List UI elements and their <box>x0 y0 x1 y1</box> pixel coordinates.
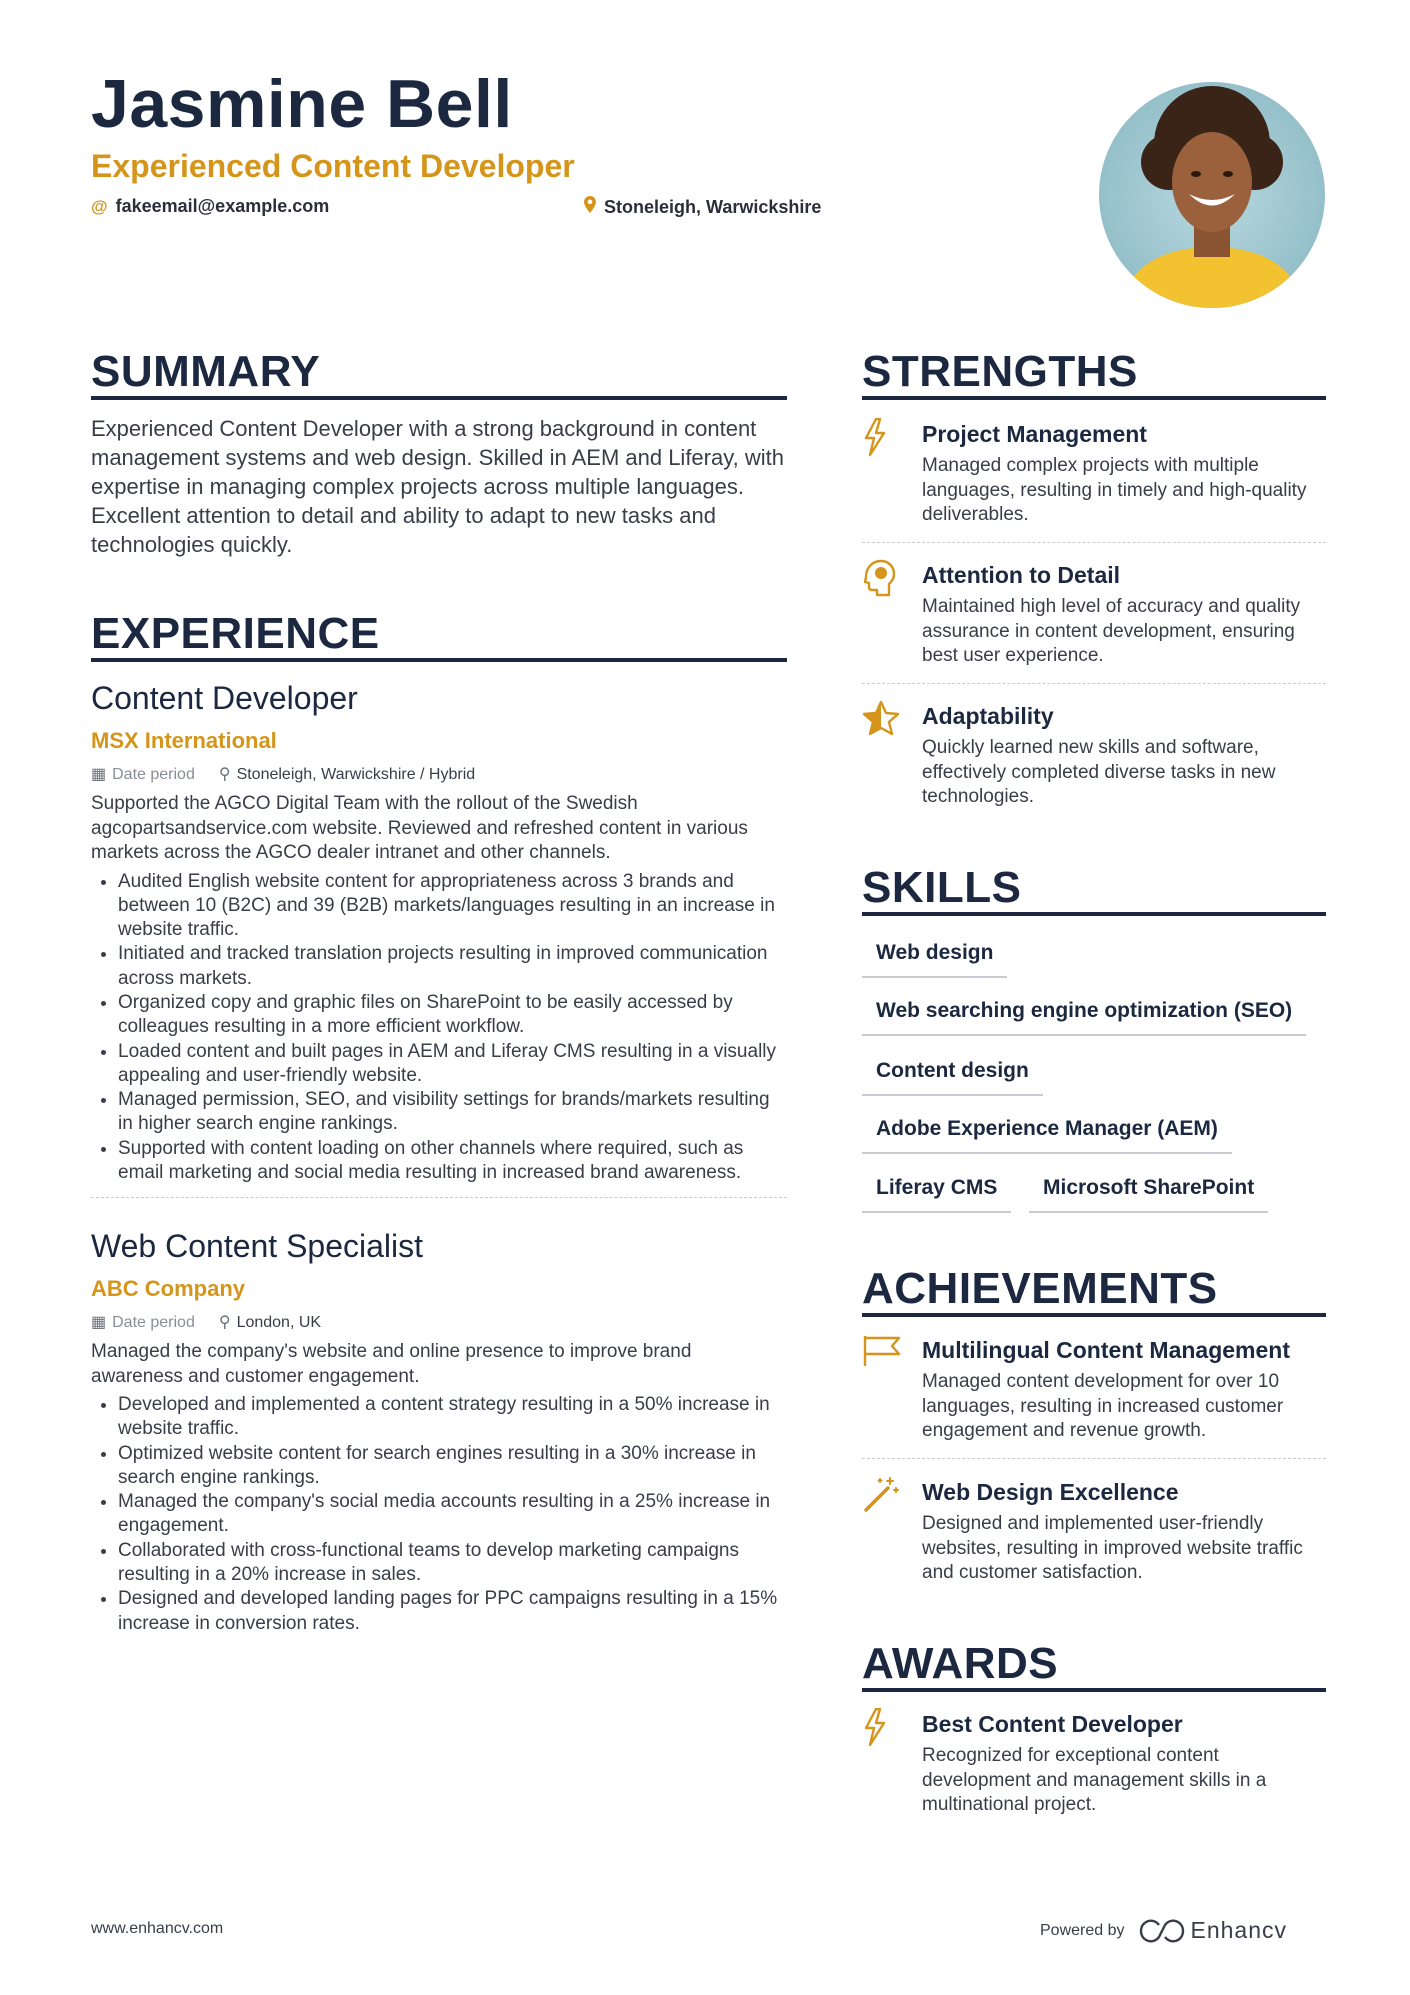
strength-item <box>862 561 1326 669</box>
strength-title: Adaptability <box>922 703 1054 729</box>
award-item <box>862 1710 1326 1818</box>
list-item: • Designed and developed landing pages for PPC campaigns resulting in a 15% increase in conversion rates. <box>118 1587 787 1636</box>
powered-by <box>1040 1917 1287 1944</box>
email-contact[interactable] <box>91 196 329 217</box>
strength-description: Quickly learned new skills and software, effectively completed diverse tasks in new technologies. <box>922 737 1276 807</box>
strengths-divider <box>862 396 1326 400</box>
skill-tag: Microsoft SharePoint <box>1029 1175 1268 1213</box>
skill-tag: Content design <box>862 1058 1043 1096</box>
achievements-heading: ACHIEVEMENTS <box>862 1264 1218 1313</box>
award-description: Recognized for exceptional content development and management skills in a multinational project. <box>922 1745 1267 1815</box>
list-item: • Managed permission, SEO, and visibility settings for brands/markets resulting in higher search engine rankings. <box>118 1088 787 1137</box>
skills-divider <box>862 912 1326 916</box>
strength-title: Project Management <box>922 421 1147 447</box>
strength-description: Managed complex projects with multiple languages, resulting in timely and high-quality deliverables. <box>922 455 1307 525</box>
achievement-title: Web Design Excellence <box>922 1479 1179 1505</box>
job-bullets <box>91 870 787 1186</box>
experience-heading: EXPERIENCE <box>91 609 380 658</box>
strengths-heading: STRENGTHS <box>862 347 1138 396</box>
skill-tag: Web searching engine optimization (SEO) <box>862 998 1306 1036</box>
experience-divider <box>91 658 787 662</box>
list-item: • Loaded content and built pages in AEM and Liferay CMS resulting in a visually appealing and user-friendly website. <box>118 1040 787 1089</box>
company-name: ABC Company <box>91 1276 246 1301</box>
achievement-title: Multilingual Content Management <box>922 1337 1290 1363</box>
awards-divider <box>862 1688 1326 1692</box>
enhancv-logo-text: Enhancv <box>1190 1917 1288 1943</box>
profile-photo <box>1099 82 1325 308</box>
job-meta <box>91 764 787 784</box>
skill-tag: Web design <box>862 940 1007 978</box>
skill-tag: Adobe Experience Manager (AEM) <box>862 1116 1232 1154</box>
summary-text: Experienced Content Developer with a strong background in content management systems and web design. Skilled in AEM and Liferay, with expertise in managing complex projects across multiple languages. Excellent attention to detail and ability to adapt to new tasks and technologies quickly. <box>91 416 784 557</box>
date-period: ▦ Date period <box>91 766 195 783</box>
entry-divider <box>91 1197 787 1198</box>
footer-website-link[interactable]: www.enhancv.com <box>91 1920 224 1937</box>
summary-heading: SUMMARY <box>91 347 321 396</box>
list-item: • Managed the company's social media accounts resulting in a 25% increase in engagement. <box>118 1490 787 1539</box>
job-entry <box>91 1230 787 1636</box>
location-contact <box>584 196 821 218</box>
date-period: ▦ Date period <box>91 1314 195 1331</box>
company-name: MSX International <box>91 728 277 753</box>
list-item: • Collaborated with cross-functional teams to develop marketing campaigns resulting in a 20% increase in sales. <box>118 1539 787 1588</box>
achievement-item <box>862 1336 1326 1444</box>
achievement-item <box>862 1478 1326 1586</box>
lightning-icon <box>862 418 902 458</box>
flag-icon <box>862 1334 902 1374</box>
job-bullets <box>91 1393 787 1636</box>
candidate-name: Jasmine Bell <box>91 66 513 142</box>
at-sign-icon: @ <box>91 196 108 216</box>
strength-item <box>862 420 1326 528</box>
location-pin-icon <box>584 196 596 218</box>
calendar-icon: ▦ <box>91 766 107 783</box>
location-text: Stoneleigh, Warwickshire <box>604 196 822 217</box>
strength-item <box>862 702 1326 810</box>
achievement-description: Managed content development for over 10 languages, resulting in increased customer engagement and revenue growth. <box>922 1371 1284 1441</box>
job-entry <box>91 682 787 1198</box>
lightning-icon <box>862 1708 902 1748</box>
location-pin-icon: ⚲ <box>218 1314 231 1331</box>
location-pin-icon: ⚲ <box>218 766 231 783</box>
summary-divider <box>91 396 787 400</box>
job-description: Supported the AGCO Digital Team with the rollout of the Swedish agcopartsandservice.com website. Reviewed and refreshed content in various markets across the AGCO dealer intranet and other channels. <box>91 793 748 863</box>
achievement-description: Designed and implemented user-friendly websites, resulting in improved website traffic and customer satisfaction. <box>922 1513 1303 1583</box>
email-text: fakeemail@example.com <box>115 196 330 216</box>
enhancv-logo[interactable] <box>1139 1917 1288 1944</box>
list-item: • Optimized website content for search engines resulting in a 30% increase in search engine rankings. <box>118 1442 787 1491</box>
list-item: • Supported with content loading on other channels where required, such as email marketing and social media resulting in increased brand awareness. <box>118 1137 787 1186</box>
calendar-icon: ▦ <box>91 1314 107 1331</box>
entry-divider <box>862 683 1326 684</box>
skills-heading: SKILLS <box>862 863 1022 912</box>
candidate-title: Experienced Content Developer <box>91 148 575 184</box>
job-meta <box>91 1312 787 1332</box>
job-location: ⚲ Stoneleigh, Warwickshire / Hybrid <box>218 766 476 783</box>
job-title: Web Content Specialist <box>91 1228 424 1264</box>
skill-tag: Liferay CMS <box>862 1175 1011 1213</box>
list-item: • Organized copy and graphic files on SharePoint to be easily accessed by colleagues resulting in a more efficient workflow. <box>118 991 787 1040</box>
award-title: Best Content Developer <box>922 1711 1183 1737</box>
head-icon <box>862 559 902 599</box>
enhancv-logo-icon <box>1139 1919 1185 1943</box>
strength-title: Attention to Detail <box>922 562 1121 588</box>
powered-by-label: Powered by <box>1040 1921 1125 1939</box>
list-item: • Audited English website content for appropriateness across 3 brands and between 10 (B2C) and 39 (B2B) markets/languages resulting in an increase in website traffic. <box>118 870 787 943</box>
entry-divider <box>862 1458 1326 1459</box>
list-item: • Developed and implemented a content strategy resulting in a 50% increase in website traffic. <box>118 1393 787 1442</box>
job-description: Managed the company's website and online presence to improve brand awareness and customer engagement. <box>91 1341 692 1387</box>
strength-description: Maintained high level of accuracy and quality assurance in content development, ensuring best user experience. <box>922 596 1301 666</box>
list-item: • Initiated and tracked translation projects resulting in improved communication across markets. <box>118 942 787 991</box>
magic-wand-icon <box>862 1476 902 1516</box>
job-title: Content Developer <box>91 680 358 716</box>
entry-divider <box>862 542 1326 543</box>
star-icon <box>862 700 902 740</box>
awards-heading: AWARDS <box>862 1639 1059 1688</box>
achievements-divider <box>862 1313 1326 1317</box>
job-location: ⚲ London, UK <box>218 1314 322 1331</box>
